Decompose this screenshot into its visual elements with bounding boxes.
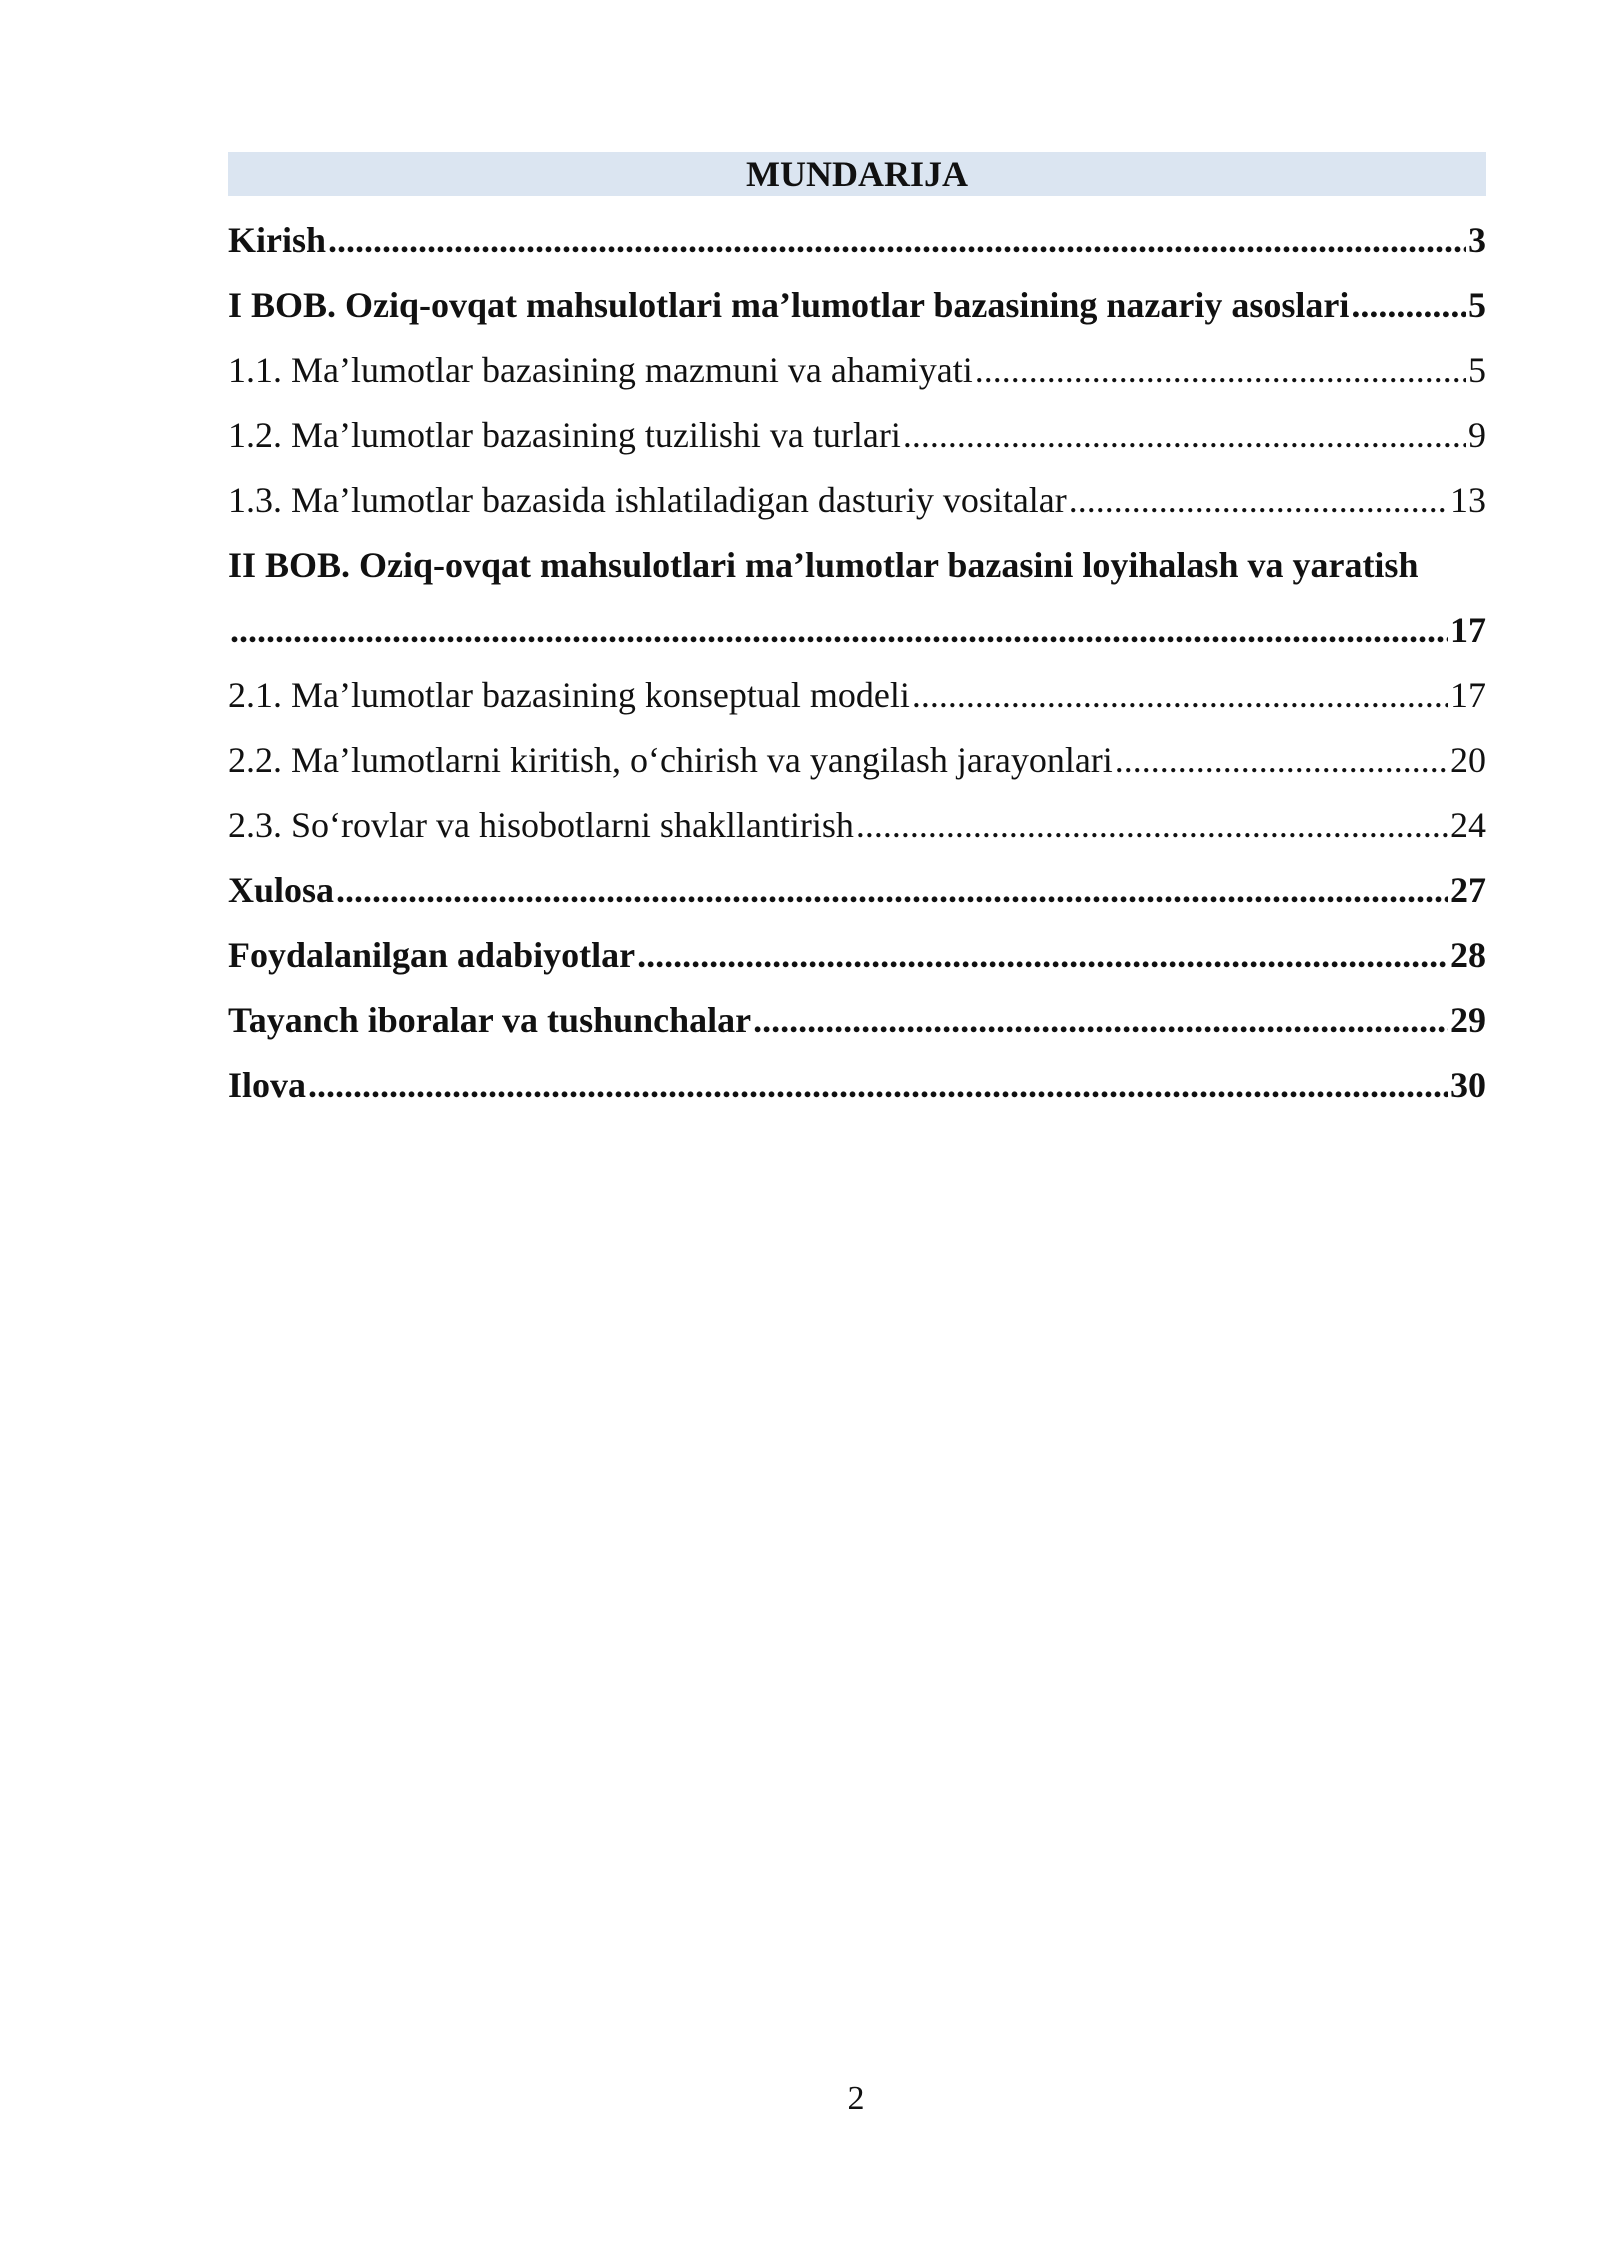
toc-heading: MUNDARIJA [228,152,1486,196]
toc-entry-title: Tayanch iboralar va tushunchalar [228,1000,752,1040]
toc-leader-dots [1351,273,1466,338]
toc-entry-title: 2.3. So‘rovlar va hisobotlarni shakllantirish [228,805,854,845]
toc-entry[interactable] [228,663,1486,728]
toc-entry-page: 5 [1468,285,1486,325]
toc-leader-dots [336,858,1448,923]
toc-entry-page: 28 [1450,935,1486,975]
toc-leader-dots [753,988,1448,1053]
toc-entry-page: 5 [1468,350,1486,390]
toc-entry[interactable] [228,988,1486,1053]
toc-entry[interactable] [228,793,1486,858]
toc-entry[interactable] [228,1053,1486,1118]
table-of-contents [228,208,1486,1118]
toc-entry[interactable] [228,273,1486,338]
toc-entry-page: 30 [1450,1065,1486,1105]
toc-entry-page: 3 [1468,220,1486,260]
toc-leader-dots [1069,468,1448,533]
toc-entry-page: 17 [1450,675,1486,715]
toc-entry-page: 17 [1450,610,1486,650]
toc-entry-page: 27 [1450,870,1486,910]
toc-entry[interactable] [228,403,1486,468]
toc-entry-title: II BOB. Oziq-ovqat mahsulotlari ma’lumotlar bazasini loyihalash va yaratish [228,545,1419,585]
toc-entry-page: 9 [1468,415,1486,455]
toc-entry[interactable] [228,338,1486,403]
toc-entry-title: Kirish [228,220,327,260]
toc-entry[interactable] [228,468,1486,533]
toc-entry-title: Xulosa [228,870,335,910]
toc-entry-page: 20 [1450,740,1486,780]
toc-entry-title: Ilova [228,1065,307,1105]
toc-entry-page: 29 [1450,1000,1486,1040]
toc-entry-page: 13 [1450,480,1486,520]
toc-entry[interactable] [228,533,1486,663]
toc-leader-dots [637,923,1448,988]
toc-leader-dots [856,793,1448,858]
page-number: 2 [847,2080,865,2117]
toc-entry-title: 1.1. Ma’lumotlar bazasining mazmuni va ahamiyati [228,350,973,390]
toc-entry-title: 2.2. Ma’lumotlarni kiritish, o‘chirish va yangilash jarayonlari [228,740,1113,780]
toc-entry[interactable] [228,208,1486,273]
toc-leader-dots [975,338,1466,403]
toc-leader-dots [912,663,1448,728]
toc-entry-title: 1.3. Ma’lumotlar bazasida ishlatiladigan dasturiy vositalar [228,480,1067,520]
toc-entry[interactable] [228,923,1486,988]
toc-entry-page: 24 [1450,805,1486,845]
toc-leader-dots [308,1053,1448,1118]
toc-entry-title: I BOB. Oziq-ovqat mahsulotlari ma’lumotlar bazasining nazariy asoslari [228,285,1350,325]
toc-leader-dots [903,403,1466,468]
toc-leader-dots [1115,728,1448,793]
toc-leader-dots [328,208,1466,273]
toc-leader-dots [230,598,1448,663]
toc-entry-title: 2.1. Ma’lumotlar bazasining konseptual modeli [228,675,910,715]
toc-entry-title: 1.2. Ma’lumotlar bazasining tuzilishi va turlari [228,415,901,455]
toc-entry-title: Foydalanilgan adabiyotlar [228,935,636,975]
toc-entry[interactable] [228,858,1486,923]
toc-entry[interactable] [228,728,1486,793]
